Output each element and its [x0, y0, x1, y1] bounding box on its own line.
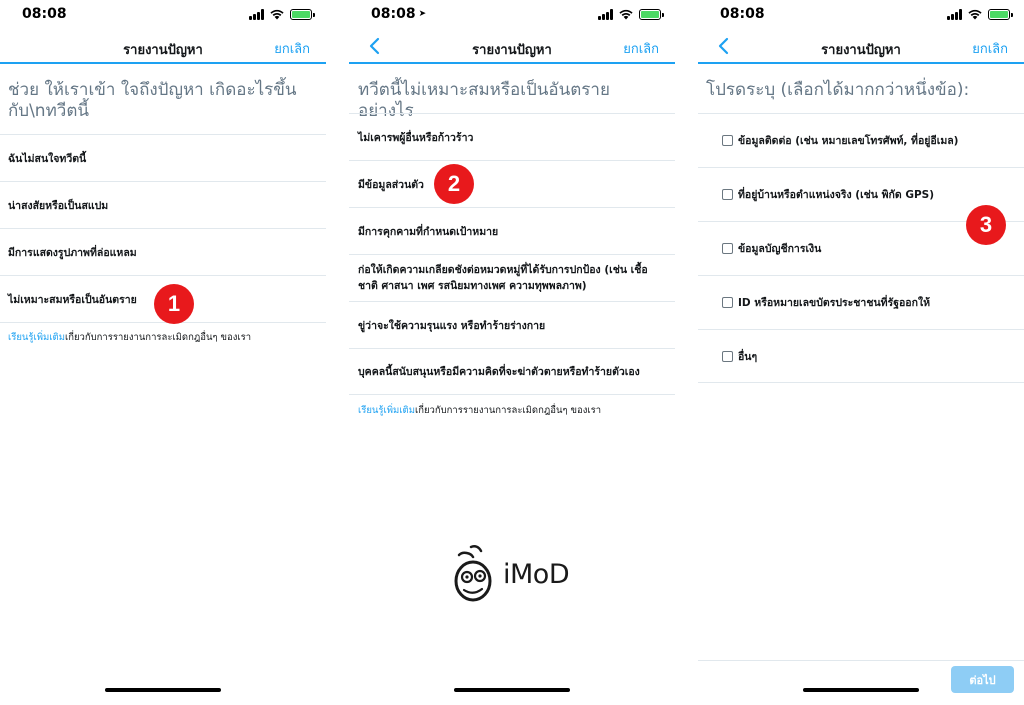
- cancel-button[interactable]: ยกเลิก: [972, 42, 1008, 57]
- next-button[interactable]: ต่อไป: [951, 666, 1014, 693]
- nav-title: รายงานปัญหา: [123, 43, 203, 58]
- home-indicator: [454, 688, 570, 692]
- screen-heading: ช่วย ให้เราเข้า ใจถึงปัญหา เกิดอะไรขึ้นกับ\nทวีตนี้: [8, 80, 297, 121]
- home-indicator: [803, 688, 919, 692]
- status-time: 08:08 ➤: [371, 6, 427, 22]
- checkbox-row-contact-info[interactable]: [698, 113, 1024, 167]
- status-bar: [698, 0, 1024, 30]
- option-sensitive-media[interactable]: มีการแสดงรูปภาพที่ล่อแหลม: [0, 228, 326, 275]
- learn-more-suffix: เกี่ยวกับการรายงานการละเมิดกฎอื่นๆ ของเรา: [414, 405, 602, 416]
- step-badge-3: 3: [966, 205, 1006, 245]
- checkbox[interactable]: [722, 189, 733, 200]
- screen-heading: ทวีตนี้ไม่เหมาะสมหรือเป็นอันตรายอย่างไร: [358, 80, 610, 121]
- nav-title: รายงานปัญหา: [821, 43, 901, 58]
- option-label: ID หรือหมายเลขบัตรประชาชนที่รัฐออกให้: [738, 297, 931, 309]
- battery-icon: [639, 9, 661, 20]
- status-icons: [947, 8, 1010, 20]
- nav-bar: [0, 30, 326, 64]
- option-suspicious-spam[interactable]: น่าสงสัยหรือเป็นสแปม: [0, 181, 326, 228]
- home-indicator: [105, 688, 221, 692]
- option-abusive-harmful[interactable]: ไม่เหมาะสมหรือเป็นอันตราย: [0, 275, 326, 323]
- option-label: ข้อมูลบัญชีการเงิน: [738, 243, 822, 255]
- cellular-signal-icon: [598, 9, 613, 20]
- checkbox-row-government-id[interactable]: [698, 275, 1024, 329]
- location-arrow-icon: ➤: [418, 9, 427, 19]
- checkbox-row-other[interactable]: [698, 329, 1024, 383]
- wifi-icon: [269, 8, 285, 20]
- status-icons: [249, 8, 312, 20]
- screen-report-reason: [0, 0, 326, 705]
- checkbox[interactable]: [722, 135, 733, 146]
- option-targeted-harassment[interactable]: มีการคุกคามที่กำหนดเป้าหมาย: [349, 207, 675, 254]
- abuse-reason-list: [349, 113, 675, 395]
- nav-bar: [349, 30, 675, 64]
- cancel-button[interactable]: ยกเลิก: [274, 42, 310, 57]
- checkbox[interactable]: [722, 243, 733, 254]
- learn-more-text: [358, 403, 601, 418]
- learn-more-suffix: เกี่ยวกับการรายงานการละเมิดกฎอื่นๆ ของเรา: [64, 332, 252, 343]
- option-self-harm[interactable]: บุคคลนี้สนับสนุนหรือมีความคิดที่จะฆ่าตัวตายหรือทำร้ายตัวเอง: [349, 348, 675, 395]
- nav-title: รายงานปัญหา: [472, 43, 552, 58]
- watermark-text: iMoD: [503, 558, 570, 590]
- step-badge-1: 1: [154, 284, 194, 324]
- option-hateful-conduct[interactable]: ก่อให้เกิดความเกลียดชังต่อหมวดหมู่ที่ได้รับการปกป้อง (เช่น เชื้อชาติ ศาสนา เพศ รสนิยมทางเพศ ความทุพพลภาพ): [349, 254, 675, 301]
- cellular-signal-icon: [947, 9, 962, 20]
- wifi-icon: [967, 8, 983, 20]
- option-threat-violence[interactable]: ขู่ว่าจะใช้ความรุนแรง หรือทำร้ายร่างกาย: [349, 301, 675, 348]
- status-bar: [349, 0, 675, 30]
- learn-more-link[interactable]: เรียนรู้เพิ่มเติม: [8, 332, 65, 343]
- private-info-options: [698, 113, 1024, 383]
- step-badge-2: 2: [434, 164, 474, 204]
- battery-icon: [290, 9, 312, 20]
- nav-bar: [698, 30, 1024, 64]
- imod-mascot-icon: [451, 543, 499, 605]
- cancel-button[interactable]: ยกเลิก: [623, 42, 659, 57]
- option-label: ที่อยู่บ้านหรือตำแหน่งจริง (เช่น พิกัด GPS): [738, 189, 935, 201]
- learn-more-text: [8, 330, 251, 345]
- status-time: 08:08: [22, 6, 67, 22]
- option-disrespectful[interactable]: ไม่เคารพผู้อื่นหรือก้าวร้าว: [349, 113, 675, 160]
- checkbox[interactable]: [722, 297, 733, 308]
- option-not-interested[interactable]: ฉันไม่สนใจทวีตนี้: [0, 134, 326, 181]
- checkbox[interactable]: [722, 351, 733, 362]
- battery-icon: [988, 9, 1010, 20]
- screen-private-info-details: [698, 0, 1024, 705]
- option-label: ข้อมูลติดต่อ (เช่น หมายเลขโทรศัพท์, ที่อยู่อีเมล): [738, 135, 959, 147]
- wifi-icon: [618, 8, 634, 20]
- option-private-info[interactable]: มีข้อมูลส่วนตัว: [349, 160, 675, 207]
- status-time: 08:08: [720, 6, 765, 22]
- imod-watermark: [451, 543, 569, 605]
- status-bar: [0, 0, 326, 30]
- learn-more-link[interactable]: เรียนรู้เพิ่มเติม: [358, 405, 415, 416]
- cellular-signal-icon: [249, 9, 264, 20]
- status-icons: [598, 8, 661, 20]
- screen-heading: โปรดระบุ (เลือกได้มากกว่าหนึ่งข้อ):: [706, 80, 970, 100]
- option-label: อื่นๆ: [738, 350, 758, 363]
- footer-divider: [698, 660, 1024, 661]
